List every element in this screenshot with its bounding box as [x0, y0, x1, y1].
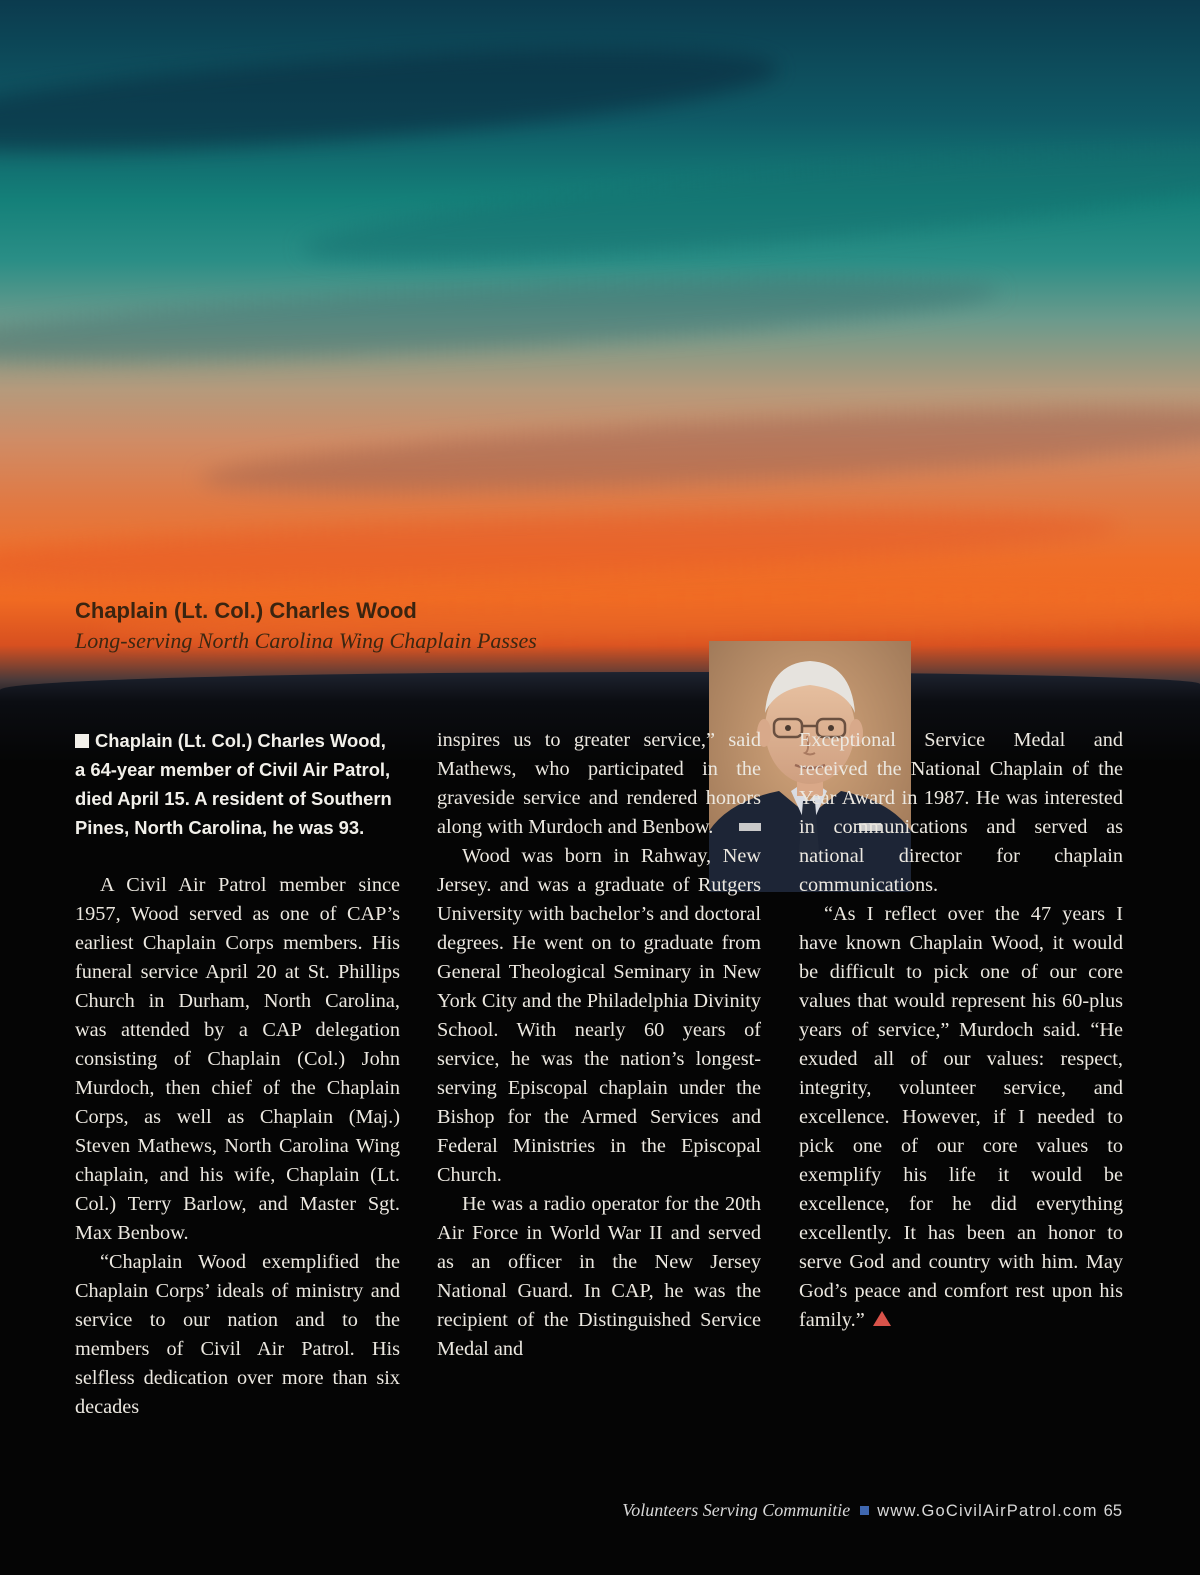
footer-url: www.GoCivilAirPatrol.com [877, 1502, 1098, 1520]
body-paragraph: “Chaplain Wood exemplified the Chaplain Corps’ ideals of ministry and service to our nation and to the members of Civil Air Patrol. His selfless dedication over more than six decades [75, 1251, 400, 1418]
body-paragraph: Exceptional Service Medal and received the National Chaplain of the Year Award in 1987. He was interested in communications and served as national director for chaplain communications. [799, 729, 1123, 896]
page-footer [622, 1500, 1122, 1521]
page-number: 65 [1103, 1502, 1122, 1520]
cloud-streak [199, 391, 1200, 508]
lead-paragraph: Chaplain (Lt. Col.) Charles Wood, a 64-year member of Civil Air Patrol, died April 15. A resident of Southern Pines, North Carolina, he was 93. [75, 730, 392, 838]
footer-tagline: Volunteers Serving Communitie [622, 1500, 851, 1520]
article-column-1 [75, 726, 400, 1422]
article-headline: Chaplain (Lt. Col.) Charles Wood [75, 598, 417, 623]
article-subhead: Long-serving North Carolina Wing Chaplain Passes [75, 628, 537, 653]
body-paragraph: He was a radio operator for the 20th Air Force in World War II and served as an officer in the New Jersey National Guard. In CAP, he was the recipient of the Distinguished Service Medal and [437, 1193, 761, 1360]
footer-square-icon [860, 1506, 869, 1515]
end-triangle-icon [873, 1311, 891, 1326]
article-column-3 [799, 726, 1123, 1335]
bullet-square-icon [75, 734, 89, 748]
cloud-streak [299, 127, 1200, 284]
body-paragraph: A Civil Air Patrol member since 1957, Wood served as one of CAP’s earliest Chaplain Corps members. His funeral service April 20 at St. Phillips Church in Durham, North Carolina, was attended by a CAP delegation consisting of Chaplain (Col.) John Murdoch, then chief of the Chaplain Corps, as well as Chaplain (Maj.) Steven Mathews, North Carolina Wing chaplain, and his wife, Chaplain (Lt. Col.) Terry Barlow, and Master Sgt. Max Benbow. [75, 874, 400, 1244]
article-column-2 [437, 726, 761, 1364]
body-paragraph: Wood was born in Rahway, New Jersey. and was a graduate of Rutgers University with bachelor’s and doctoral degrees. He went on to graduate from General Theological Seminary in New York City and the Philadelphia Divinity School. With nearly 60 years of service, he was the nation’s longest-serving Episcopal chaplain under the Bishop for the Armed Services and Federal Ministries in the Episcopal Church. [437, 845, 761, 1186]
body-paragraph: inspires us to greater service,” said Mathews, who participated in the graveside service and rendered honors along with Murdoch and Benbow. [437, 729, 761, 838]
cloud-streak [0, 29, 782, 172]
cloud-streak [0, 499, 1121, 596]
cloud-streak [0, 261, 1001, 378]
body-paragraph: “As I reflect over the 47 years I have known Chaplain Wood, it would be difficult to pick one of our core values that would represent his 60-plus years of service,” Murdoch said. “He exuded all of our values: respect, integrity, volunteer service, and excellence. However, if I needed to pick one of our core values to exemplify his life it would be excellence, for he did everything excellently. It has been an honor to serve God and country with him. May God’s peace and comfort rest upon his family.” [799, 903, 1123, 1331]
